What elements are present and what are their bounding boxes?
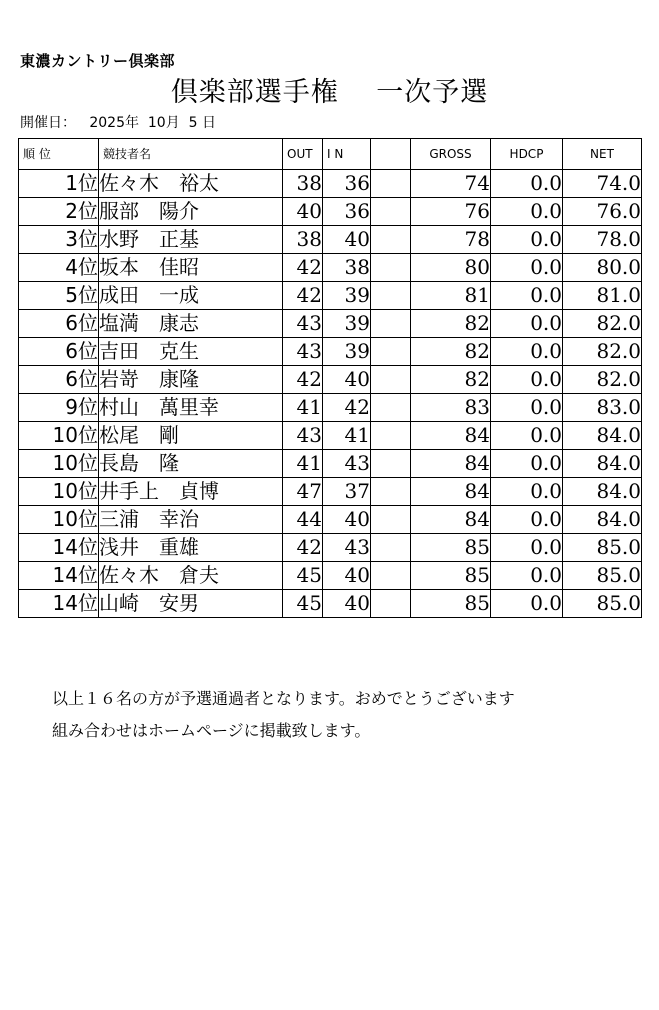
gross-score-cell: 82: [411, 310, 491, 338]
results-body: [19, 170, 642, 618]
out-score-cell: 38: [283, 170, 323, 198]
player-name-cell: 塩満 康志: [99, 310, 283, 338]
blank-cell: [371, 394, 411, 422]
out-score-cell: 38: [283, 226, 323, 254]
date-value: 2025年 10月 5 日: [89, 115, 216, 131]
gross-score-cell: 84: [411, 506, 491, 534]
in-score-cell: 40: [323, 366, 371, 394]
in-score-cell: 39: [323, 338, 371, 366]
blank-cell: [371, 226, 411, 254]
out-score-cell: 45: [283, 590, 323, 618]
net-score-cell: 84.0: [563, 478, 642, 506]
table-row: [19, 590, 642, 618]
gross-score-cell: 74: [411, 170, 491, 198]
player-name-cell: 佐々木 裕太: [99, 170, 283, 198]
player-name-cell: 井手上 貞博: [99, 478, 283, 506]
club-name: 東濃カントリー倶楽部: [20, 52, 176, 70]
in-score-cell: 40: [323, 562, 371, 590]
header-row: [19, 139, 642, 170]
gross-score-cell: 80: [411, 254, 491, 282]
net-score-cell: 83.0: [563, 394, 642, 422]
net-score-cell: 82.0: [563, 366, 642, 394]
rank-cell: 4位: [19, 254, 99, 282]
out-score-cell: 41: [283, 394, 323, 422]
handicap-cell: 0.0: [491, 254, 563, 282]
in-score-cell: 39: [323, 310, 371, 338]
column-header-gross: GROSS: [411, 139, 491, 170]
player-name-cell: 三浦 幸治: [99, 506, 283, 534]
table-row: [19, 534, 642, 562]
blank-cell: [371, 198, 411, 226]
net-score-cell: 84.0: [563, 422, 642, 450]
column-header-net: NET: [563, 139, 642, 170]
net-score-cell: 84.0: [563, 450, 642, 478]
blank-cell: [371, 478, 411, 506]
blank-cell: [371, 170, 411, 198]
in-score-cell: 36: [323, 198, 371, 226]
rank-cell: 1位: [19, 170, 99, 198]
in-score-cell: 40: [323, 506, 371, 534]
rank-cell: 5位: [19, 282, 99, 310]
out-score-cell: 45: [283, 562, 323, 590]
player-name-cell: 岩嵜 康隆: [99, 366, 283, 394]
note-qualifiers: 以上１６名の方が予選通過者となります。おめでとうございます: [52, 689, 515, 708]
handicap-cell: 0.0: [491, 338, 563, 366]
player-name-cell: 山崎 安男: [99, 590, 283, 618]
blank-cell: [371, 254, 411, 282]
column-header-out: OUT: [283, 139, 323, 170]
rank-cell: 10位: [19, 506, 99, 534]
rank-cell: 9位: [19, 394, 99, 422]
player-name-cell: 服部 陽介: [99, 198, 283, 226]
table-row: [19, 478, 642, 506]
blank-cell: [371, 366, 411, 394]
net-score-cell: 85.0: [563, 562, 642, 590]
handicap-cell: 0.0: [491, 590, 563, 618]
blank-cell: [371, 534, 411, 562]
out-score-cell: 42: [283, 282, 323, 310]
table-row: [19, 226, 642, 254]
net-score-cell: 78.0: [563, 226, 642, 254]
rank-cell: 10位: [19, 478, 99, 506]
player-name-cell: 成田 一成: [99, 282, 283, 310]
in-score-cell: 43: [323, 534, 371, 562]
blank-cell: [371, 450, 411, 478]
net-score-cell: 85.0: [563, 534, 642, 562]
table-row: [19, 450, 642, 478]
gross-score-cell: 82: [411, 338, 491, 366]
table-row: [19, 338, 642, 366]
rank-cell: 14位: [19, 590, 99, 618]
results-table: [18, 138, 642, 618]
table-row: [19, 366, 642, 394]
in-score-cell: 42: [323, 394, 371, 422]
out-score-cell: 43: [283, 338, 323, 366]
column-header-hdcp: HDCP: [491, 139, 563, 170]
handicap-cell: 0.0: [491, 534, 563, 562]
player-name-cell: 長島 隆: [99, 450, 283, 478]
table-row: [19, 198, 642, 226]
gross-score-cell: 82: [411, 366, 491, 394]
handicap-cell: 0.0: [491, 506, 563, 534]
player-name-cell: 吉田 克生: [99, 338, 283, 366]
gross-score-cell: 84: [411, 478, 491, 506]
note-pairings: 組み合わせはホームページに掲載致します。: [52, 721, 371, 740]
gross-score-cell: 84: [411, 422, 491, 450]
date-label: 開催日：: [20, 115, 76, 131]
rank-cell: 3位: [19, 226, 99, 254]
out-score-cell: 43: [283, 310, 323, 338]
blank-cell: [371, 506, 411, 534]
rank-cell: 6位: [19, 310, 99, 338]
column-header-blank: [371, 139, 411, 170]
in-score-cell: 43: [323, 450, 371, 478]
handicap-cell: 0.0: [491, 394, 563, 422]
rank-cell: 14位: [19, 534, 99, 562]
gross-score-cell: 78: [411, 226, 491, 254]
notes: [52, 683, 515, 747]
net-score-cell: 74.0: [563, 170, 642, 198]
blank-cell: [371, 338, 411, 366]
handicap-cell: 0.0: [491, 310, 563, 338]
out-score-cell: 42: [283, 366, 323, 394]
in-score-cell: 40: [323, 226, 371, 254]
out-score-cell: 47: [283, 478, 323, 506]
column-header-name: 競技者名: [99, 139, 283, 170]
out-score-cell: 42: [283, 254, 323, 282]
page-title: 倶楽部選手権 一次予選: [170, 77, 489, 108]
net-score-cell: 82.0: [563, 338, 642, 366]
net-score-cell: 84.0: [563, 506, 642, 534]
in-score-cell: 39: [323, 282, 371, 310]
in-score-cell: 40: [323, 590, 371, 618]
rank-cell: 10位: [19, 450, 99, 478]
table-row: [19, 506, 642, 534]
column-header-rank: 順 位: [19, 139, 99, 170]
gross-score-cell: 85: [411, 562, 491, 590]
handicap-cell: 0.0: [491, 170, 563, 198]
table-row: [19, 254, 642, 282]
rank-cell: 6位: [19, 366, 99, 394]
player-name-cell: 佐々木 倉夫: [99, 562, 283, 590]
table-row: [19, 394, 642, 422]
table-row: [19, 562, 642, 590]
out-score-cell: 40: [283, 198, 323, 226]
in-score-cell: 36: [323, 170, 371, 198]
handicap-cell: 0.0: [491, 226, 563, 254]
in-score-cell: 37: [323, 478, 371, 506]
out-score-cell: 42: [283, 534, 323, 562]
handicap-cell: 0.0: [491, 282, 563, 310]
gross-score-cell: 84: [411, 450, 491, 478]
gross-score-cell: 81: [411, 282, 491, 310]
table-row: [19, 170, 642, 198]
net-score-cell: 80.0: [563, 254, 642, 282]
handicap-cell: 0.0: [491, 422, 563, 450]
blank-cell: [371, 590, 411, 618]
in-score-cell: 38: [323, 254, 371, 282]
date-line: [20, 112, 216, 132]
player-name-cell: 浅井 重雄: [99, 534, 283, 562]
handicap-cell: 0.0: [491, 562, 563, 590]
handicap-cell: 0.0: [491, 478, 563, 506]
blank-cell: [371, 562, 411, 590]
handicap-cell: 0.0: [491, 366, 563, 394]
blank-cell: [371, 282, 411, 310]
table-row: [19, 282, 642, 310]
in-score-cell: 41: [323, 422, 371, 450]
rank-cell: 6位: [19, 338, 99, 366]
out-score-cell: 41: [283, 450, 323, 478]
blank-cell: [371, 422, 411, 450]
rank-cell: 14位: [19, 562, 99, 590]
net-score-cell: 81.0: [563, 282, 642, 310]
net-score-cell: 85.0: [563, 590, 642, 618]
out-score-cell: 43: [283, 422, 323, 450]
table-row: [19, 310, 642, 338]
blank-cell: [371, 310, 411, 338]
handicap-cell: 0.0: [491, 198, 563, 226]
player-name-cell: 坂本 佳昭: [99, 254, 283, 282]
gross-score-cell: 83: [411, 394, 491, 422]
out-score-cell: 44: [283, 506, 323, 534]
gross-score-cell: 85: [411, 590, 491, 618]
rank-cell: 2位: [19, 198, 99, 226]
rank-cell: 10位: [19, 422, 99, 450]
table-row: [19, 422, 642, 450]
player-name-cell: 水野 正基: [99, 226, 283, 254]
player-name-cell: 松尾 剛: [99, 422, 283, 450]
column-header-in: I N: [323, 139, 371, 170]
gross-score-cell: 76: [411, 198, 491, 226]
net-score-cell: 82.0: [563, 310, 642, 338]
net-score-cell: 76.0: [563, 198, 642, 226]
player-name-cell: 村山 萬里幸: [99, 394, 283, 422]
gross-score-cell: 85: [411, 534, 491, 562]
handicap-cell: 0.0: [491, 450, 563, 478]
